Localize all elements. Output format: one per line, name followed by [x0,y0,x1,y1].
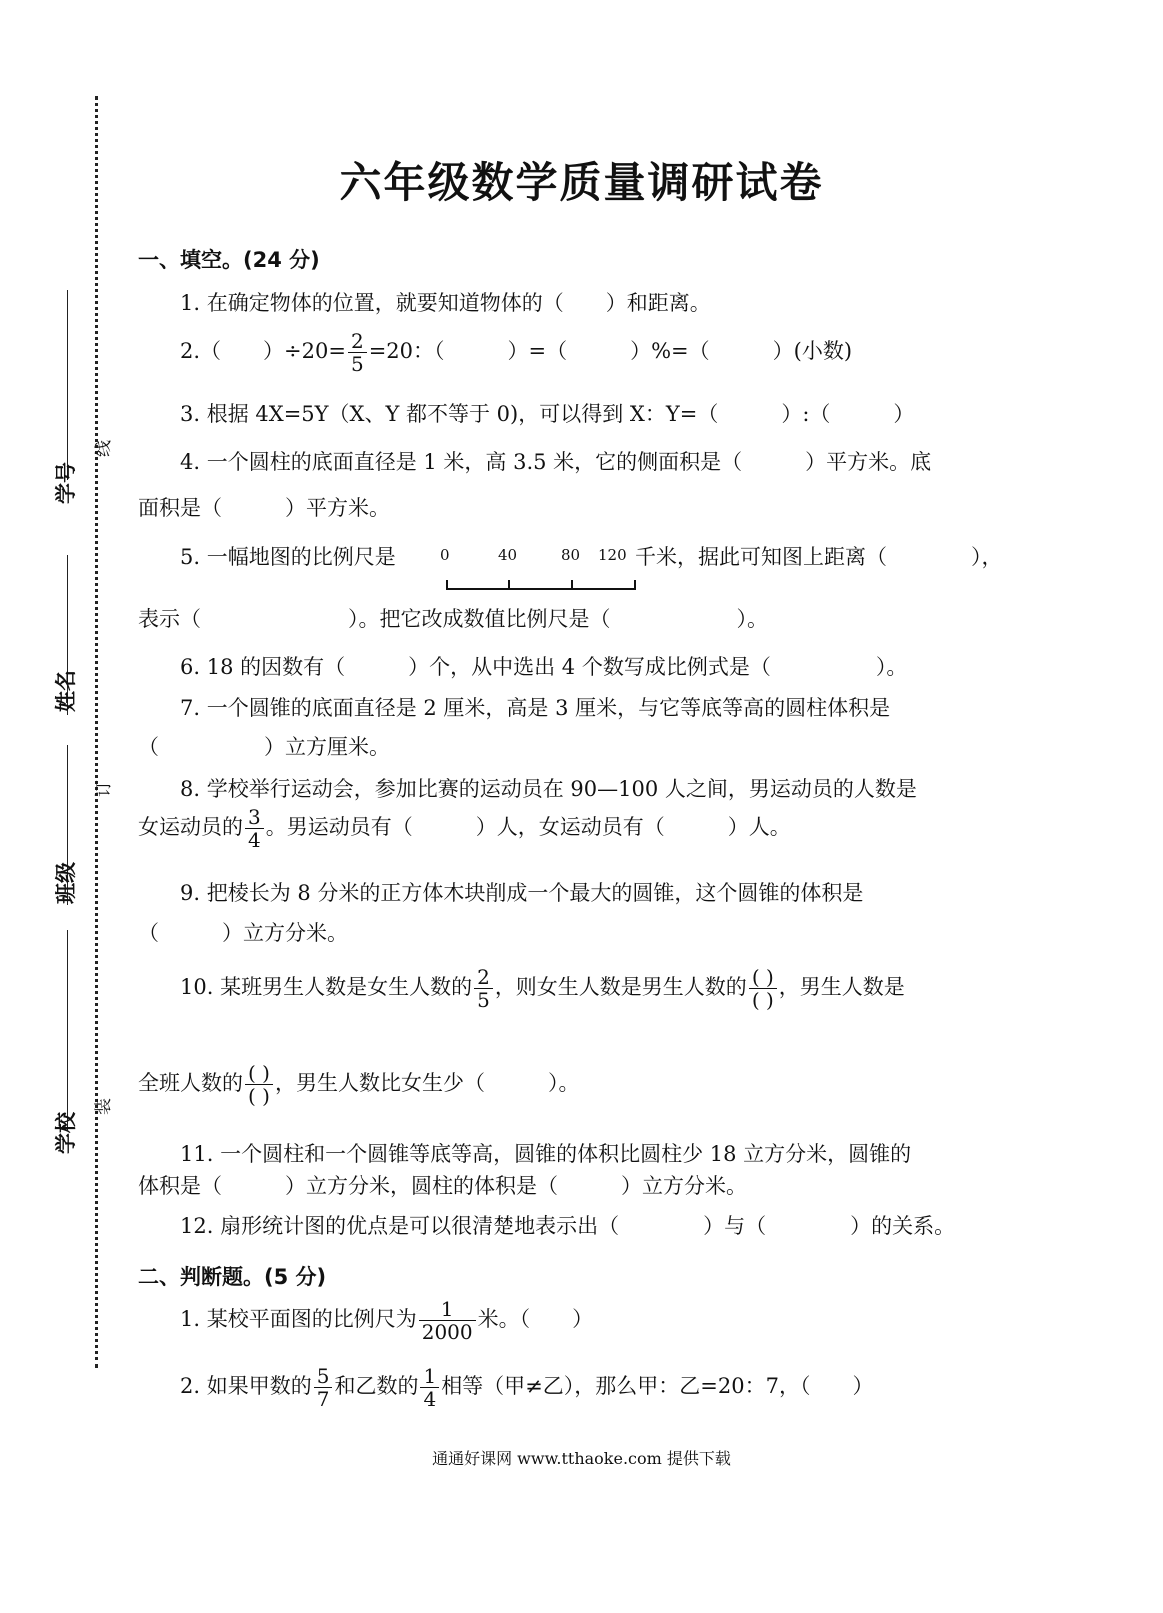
page-title: 六年级数学质量调研试卷 [339,158,824,207]
name-label: 姓名 [54,670,78,712]
question-1-11-line2: 体积是（ ）立方分米，圆柱的体积是（ ）立方分米。 [138,1174,747,1198]
school-underline [67,930,68,1130]
student-id-label: 学号 [54,462,78,504]
q10-part-a: 10. 某班男生人数是女生人数的 [180,975,473,999]
class-label: 班级 [54,862,78,904]
fraction-three-quarters [245,806,264,851]
question-1-1: 1. 在确定物体的位置，就要知道物体的（ ）和距离。 [180,291,711,315]
fraction-blank [749,966,777,1011]
fraction-numerator: 2 [348,330,367,353]
fraction-denominator: ( ) [248,1084,270,1108]
section1-heading: 一、填空。(24 分) [138,248,320,272]
q10-part-b: ，则女生人数是男生人数的 [494,975,747,999]
fraction-denominator: 5 [477,988,490,1012]
binding-mark-bind: 装 [94,1098,114,1115]
q2-part-b: =20：（ ）=（ ）%=（ ）(小数) [368,339,853,363]
question-1-12: 12. 扇形统计图的优点是可以很清楚地表示出（ ）与（ ）的关系。 [180,1214,956,1238]
student-id-underline [67,290,68,480]
question-1-6: 6. 18 的因数有（ ）个，从中选出 4 个数写成比例式是（ ）。 [180,655,908,679]
fraction-numerator: 2 [474,966,493,989]
section2-heading: 二、判断题。(5 分) [138,1265,327,1289]
fraction-denominator: 5 [350,352,364,376]
q2-part-a: 2.（ ）÷20= [180,339,346,363]
scale-tick-label: 0 [440,546,450,564]
question-1-10-line1 [180,966,905,1011]
fraction-denominator: 4 [248,828,261,852]
binding-mark-line: 线 [94,440,114,457]
fraction-numerator: ( ) [749,966,777,989]
fraction-blank [245,1062,273,1107]
fraction-five-sevenths [314,1365,333,1410]
question-1-8-line2 [138,806,791,851]
q8-part-a: 女运动员的 [138,815,243,839]
fraction-one-quarter [420,1365,439,1410]
question-2-1 [180,1298,593,1343]
fraction-two-fifths [348,330,367,375]
judge2-part-b: 和乙数的 [334,1374,419,1398]
judge2-part-a: 2. 如果甲数的 [180,1374,312,1398]
question-1-9-line1: 9. 把棱长为 8 分米的正方体木块削成一个最大的圆锥，这个圆锥的体积是 [180,881,864,905]
question-1-4-line2: 面积是（ ）平方米。 [138,496,390,520]
fraction-numerator: ( ) [245,1062,273,1085]
scale-tick-label: 120 [598,546,627,564]
q5-part-b-text: ，据此可知图上距离（ ）， [677,545,1003,569]
fraction-one-two-thousandth [419,1298,476,1343]
question-1-4-line1: 4. 一个圆柱的底面直径是 1 米，高 3.5 米，它的侧面积是（ ）平方米。底 [180,450,932,474]
judge2-part-c: 相等（甲≠乙），那么甲：乙=20：7，（ ） [441,1374,874,1398]
fraction-denominator: 2000 [421,1320,473,1344]
fraction-numerator: 3 [245,806,264,829]
fraction-numerator: 5 [314,1365,333,1388]
map-scale-bar [446,580,636,590]
question-1-2 [180,330,852,375]
judge1-part-a: 1. 某校平面图的比例尺为 [180,1307,417,1331]
fraction-denominator: 7 [316,1387,330,1411]
question-1-7-line2: （ ）立方厘米。 [138,735,390,759]
question-1-11-line1: 11. 一个圆柱和一个圆锥等底等高，圆锥的体积比圆柱少 18 立方分米，圆锥的 [180,1142,912,1166]
scale-tick-label: 80 [561,546,581,564]
scale-unit: 千米 [635,545,677,569]
question-1-5-part-a: 5. 一幅地图的比例尺是 [180,545,396,569]
download-credit-footer: 通通好课网 www.tthaoke.com 提供下载 [432,1449,731,1468]
question-2-2 [180,1365,873,1410]
question-1-8-line1: 8. 学校举行运动会，参加比赛的运动员在 90—100 人之间，男运动员的人数是 [180,777,917,801]
question-1-5-part-b [635,543,1003,571]
fraction-numerator: 1 [420,1365,439,1388]
fraction-denominator: ( ) [751,988,774,1012]
scale-tick-label: 40 [498,546,518,564]
question-1-9-line2: （ ）立方分米。 [138,921,348,945]
q10-part-e: ，男生人数比女生少（ ）。 [274,1071,580,1095]
school-label: 学校 [54,1112,78,1154]
judge1-part-b: 米。（ ） [477,1307,594,1331]
q10-part-d: 全班人数的 [138,1071,243,1095]
question-1-5-line2: 表示（ ）。把它改成数值比例尺是（ ）。 [138,607,768,631]
fraction-numerator: 1 [419,1298,476,1321]
q10-part-c: ，男生人数是 [778,975,905,999]
fraction-denominator: 4 [423,1387,437,1411]
fraction-two-fifths [474,966,493,1011]
q8-part-b: 。男运动员有（ ）人，女运动员有（ ）人。 [265,815,791,839]
question-1-3: 3. 根据 4X=5Y（X、Y 都不等于 0)，可以得到 X：Y=（ ）:（ ） [180,402,915,426]
question-1-10-line2 [138,1062,579,1107]
binding-dotted-line [95,96,98,1368]
binding-mark-staple: 订 [94,780,114,797]
question-1-7-line1: 7. 一个圆锥的底面直径是 2 厘米，高是 3 厘米，与它等底等高的圆柱体积是 [180,696,891,720]
